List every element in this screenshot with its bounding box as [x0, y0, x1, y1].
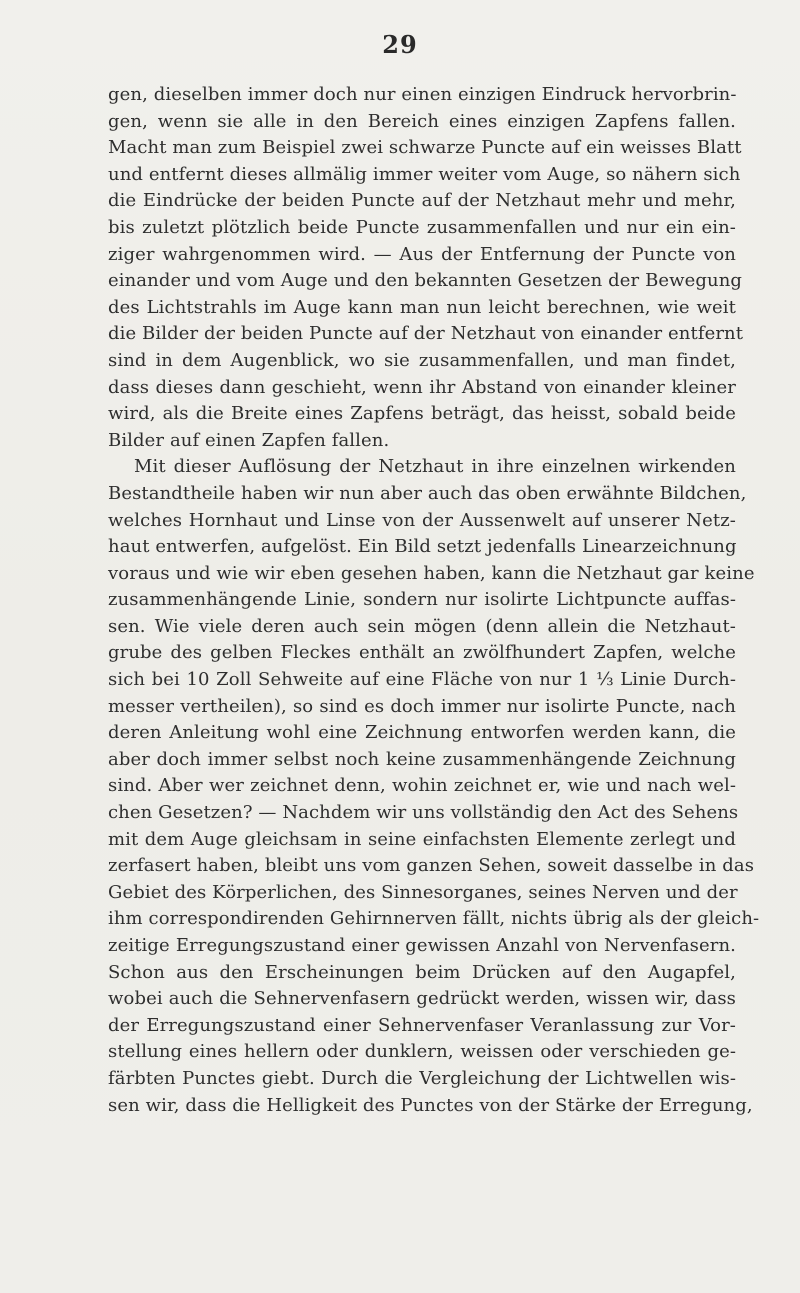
text-line: aber doch immer selbst noch keine zusammenhängende Zeichnung: [108, 748, 736, 770]
text-line: einander und vom Auge und den bekannten Gesetzen der Bewegung: [108, 270, 743, 292]
text-line: welches Hornhaut und Linse von der Aussenwelt auf unserer Netz-: [108, 509, 736, 531]
text-line: sich bei 10 Zoll Sehweite auf eine Fläche von nur 1 ⅓ Linie Durch-: [108, 669, 736, 691]
text-line: Schon aus den Erscheinungen beim Drücken auf den Augapfel,: [108, 961, 736, 983]
text-line: zerfasert haben, bleibt uns vom ganzen Sehen, soweit dasselbe in das: [108, 855, 755, 877]
text-line: bis zuletzt plötzlich beide Puncte zusammenfallen und nur ein ein-: [108, 216, 736, 238]
text-line: gen, dieselben immer doch nur einen einzigen Eindruck hervorbrin-: [108, 84, 737, 105]
page-number: 29: [382, 30, 418, 59]
text-line: haut entwerfen, aufgelöst. Ein Bild setzt jedenfalls Linearzeichnung: [108, 536, 737, 558]
text-line: Gebiet des Körperlichen, des Sinnesorganes, seines Nerven und der: [108, 881, 738, 903]
text-line: sind. Aber wer zeichnet denn, wohin zeichnet er, wie und nach wel-: [108, 775, 736, 797]
text-line: dass dieses dann geschieht, wenn ihr Abstand von einander kleiner: [108, 376, 736, 398]
text-line: zusammenhängende Linie, sondern nur isolirte Lichtpuncte auffas-: [108, 589, 736, 611]
text-line: der Erregungszustand einer Sehnervenfaser Veranlassung zur Vor-: [108, 1014, 736, 1036]
text-line: des Lichtstrahls im Auge kann man nun leicht berechnen, wie weit: [108, 296, 736, 318]
text-line: chen Gesetzen? — Nachdem wir uns vollständig den Act des Sehens: [108, 802, 739, 824]
text-line: färbten Punctes giebt. Durch die Vergleichung der Lichtwellen wis-: [108, 1067, 736, 1089]
text-line: sind in dem Augenblick, wo sie zusammenfallen, und man findet,: [108, 349, 736, 371]
text-line: stellung eines hellern oder dunklern, weissen oder verschieden ge-: [108, 1041, 736, 1063]
text-line: und entfernt dieses allmälig immer weiter vom Auge, so nähern sich: [108, 163, 741, 185]
text-line: messer vertheilen), so sind es doch immer nur isolirte Puncte, nach: [108, 695, 736, 717]
body-text: [108, 82, 760, 1119]
text-line: zeitige Erregungszustand einer gewissen Anzahl von Nervenfasern.: [108, 935, 736, 956]
text-line: die Bilder der beiden Puncte auf der Netzhaut von einander entfernt: [108, 323, 744, 345]
text-line: sen. Wie viele deren auch sein mögen (denn allein die Netzhaut-: [108, 615, 736, 637]
text-line: Mit dieser Auflösung der Netzhaut in ihre einzelnen wirkenden: [134, 456, 736, 478]
text-line: gen, wenn sie alle in den Bereich eines einzigen Zapfens fallen.: [108, 110, 736, 132]
text-line: deren Anleitung wohl eine Zeichnung entworfen werden kann, die: [108, 722, 736, 744]
text-line: die Eindrücke der beiden Puncte auf der Netzhaut mehr und mehr,: [108, 190, 736, 212]
text-line: Bilder auf einen Zapfen fallen.: [108, 429, 390, 451]
text-line: wird, als die Breite eines Zapfens beträgt, das heisst, sobald beide: [108, 403, 736, 425]
text-line: grube des gelben Fleckes enthält an zwölfhundert Zapfen, welche: [108, 642, 736, 664]
text-line: Macht man zum Beispiel zwei schwarze Puncte auf ein weisses Blatt: [108, 137, 742, 159]
text-line: wobei auch die Sehnervenfasern gedrückt werden, wissen wir, dass: [108, 988, 736, 1010]
text-line: voraus und wie wir eben gesehen haben, kann die Netzhaut gar keine: [108, 562, 755, 584]
text-line: mit dem Auge gleichsam in seine einfachsten Elemente zerlegt und: [108, 828, 736, 850]
text-line: ziger wahrgenommen wird. — Aus der Entfernung der Puncte von: [108, 243, 736, 265]
text-line: Bestandtheile haben wir nun aber auch das oben erwähnte Bildchen,: [108, 482, 747, 504]
text-line: sen wir, dass die Helligkeit des Punctes von der Stärke der Erregung,: [108, 1094, 753, 1116]
text-line: ihm correspondirenden Gehirnnerven fällt, nichts übrig als der gleich-: [108, 908, 760, 930]
